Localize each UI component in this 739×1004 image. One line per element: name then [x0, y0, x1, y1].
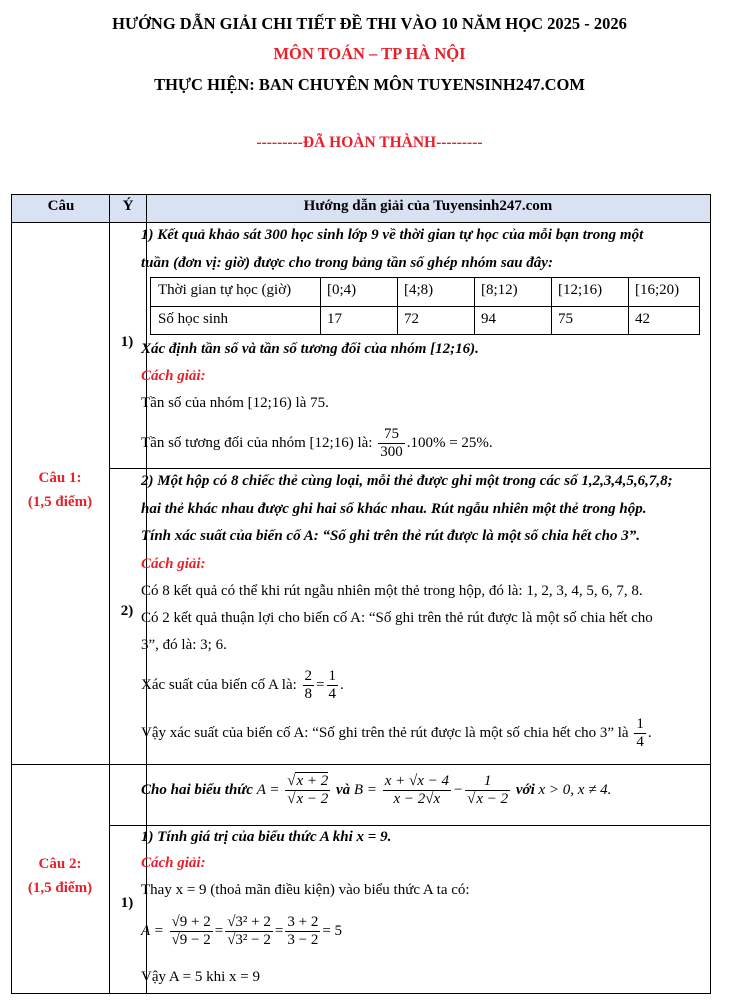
q1-p1-stem-1: 1) Kết quả khảo sát 300 học sinh lớp 9 về thời gian tự học của mỗi bạn trong một — [141, 227, 644, 243]
freq-header-cell: [8;12) — [481, 282, 518, 298]
freq-header-label: Thời gian tự học (giờ) — [158, 282, 292, 298]
divider — [12, 222, 710, 223]
freq-header-cell: [12;16) — [558, 282, 603, 298]
q1-p2-line-5: Vậy xác suất của biến cố A: “Số ghi trên thẻ rút được là một số chia hết cho 3” là $\frac{1}{4}$ . — [141, 716, 652, 751]
q2-p1-line-1: Thay x = 9 (thoả mãn điều kiện) vào biểu thức A ta có: — [141, 882, 470, 898]
freq-header-cell: [16;20) — [635, 282, 680, 298]
q1-p1-stem-2: tuần (đơn vị: giờ) được cho trong bảng tần số ghép nhóm sau đây: — [141, 255, 553, 271]
freq-header-cell: [0;4) — [327, 282, 357, 298]
divider — [12, 764, 710, 765]
q1-p1-method: Cách giải: — [141, 368, 206, 384]
q1-p2-line-3: 3”, đó là: 3; 6. — [141, 637, 227, 653]
q1-p2-line-4: Xác suất của biến cố A là: $\frac{2}{8}$ = $\frac{1}{4}$ . — [141, 668, 344, 703]
header-cau: Câu — [47, 198, 75, 214]
status-line: ---------ĐÃ HOÀN THÀNH--------- — [256, 134, 483, 151]
frequency-table — [150, 277, 700, 335]
q1-p2-stem-2: hai thẻ khác nhau được ghi hai số khác nhau. Rút ngẫu nhiên một thẻ trong hộp. — [141, 501, 647, 517]
q1-p2-stem-1: 2) Một hộp có 8 chiếc thẻ cùng loại, mỗi thẻ được ghi một trong các số 1,2,3,4,5,6,7,8; — [141, 473, 673, 489]
q1-p1-answer-1: Tần số của nhóm [12;16) là 75. — [141, 395, 329, 411]
freq-value-cell: 75 — [558, 311, 573, 327]
header-guide: Hướng dẫn giải của Tuyensinh247.com — [303, 198, 553, 214]
freq-header-cell: [4;8) — [404, 282, 434, 298]
divider — [110, 468, 710, 469]
freq-value-cell: 72 — [404, 311, 419, 327]
q1-p1-answer-2: Tần số tương đối của nhóm [12;16) là: $\frac{75}{300}$ .100% = 25%. — [141, 426, 493, 461]
freq-value-cell: 94 — [481, 311, 496, 327]
header-y: Ý — [122, 198, 134, 214]
freq-value-cell: 17 — [327, 311, 342, 327]
q1-p1-task: Xác định tần số và tần số tương đối của nhóm [12;16). — [141, 341, 479, 357]
divider — [109, 195, 110, 993]
subject-title: MÔN TOÁN – TP HÀ NỘI — [273, 44, 466, 63]
q2-p1-conclusion: Vậy A = 5 khi x = 9 — [141, 969, 261, 985]
author-line: THỰC HIỆN: BAN CHUYÊN MÔN TUYENSINH247.COM — [154, 75, 585, 94]
q2-p1-stem: 1) Tính giá trị của biểu thức A khi x = 9. — [141, 829, 392, 845]
freq-row-label: Số học sinh — [158, 311, 229, 327]
q2-p1-method: Cách giải: — [141, 855, 206, 871]
q1-p2-stem-3: Tính xác suất của biến cố A: “Số ghi trên thẻ rút được là một số chia hết cho 3”. — [141, 528, 641, 544]
question-1-label: Câu 1: (1,5 điểm) — [27, 470, 93, 510]
question-2-label: Câu 2: (1,5 điểm) — [27, 856, 93, 896]
q2-p1-calc: A = $\frac{√9 + 2}{√9 - 2}$ = $\frac{\text{√3² + 2}}{\text{√3² − 2}}$ = $\frac{3 + 2}{3 - 2}$ = 5 — [141, 914, 343, 949]
q1-p2-method: Cách giải: — [141, 556, 206, 572]
q1-p2-line-1: Có 8 kết quả có thể khi rút ngẫu nhiên một thẻ trong hộp, đó là: 1, 2, 3, 4, 5, 6, 7, 8. — [141, 583, 643, 599]
q1-part1-index: 1) — [120, 334, 134, 350]
q2-intro: Cho hai biểu thức A = $\frac{√x + 2}{√x - 2}$ và B = $\frac{x + √x - 4}{x - 2√x}$ − $\frac{1}{√x - 2}$ với x > 0, x ≠ 4. — [141, 773, 612, 808]
q2-part1-index: 1) — [120, 895, 134, 911]
q1-part2-index: 2) — [120, 603, 134, 619]
freq-value-cell: 42 — [635, 311, 650, 327]
q1-p2-line-2: Có 2 kết quả thuận lợi cho biến cố A: “Số ghi trên thẻ rút được là một số chia hết cho — [141, 610, 653, 626]
document-title: HƯỚNG DẪN GIẢI CHI TIẾT ĐỀ THI VÀO 10 NĂM HỌC 2025 - 2026 — [112, 14, 627, 33]
